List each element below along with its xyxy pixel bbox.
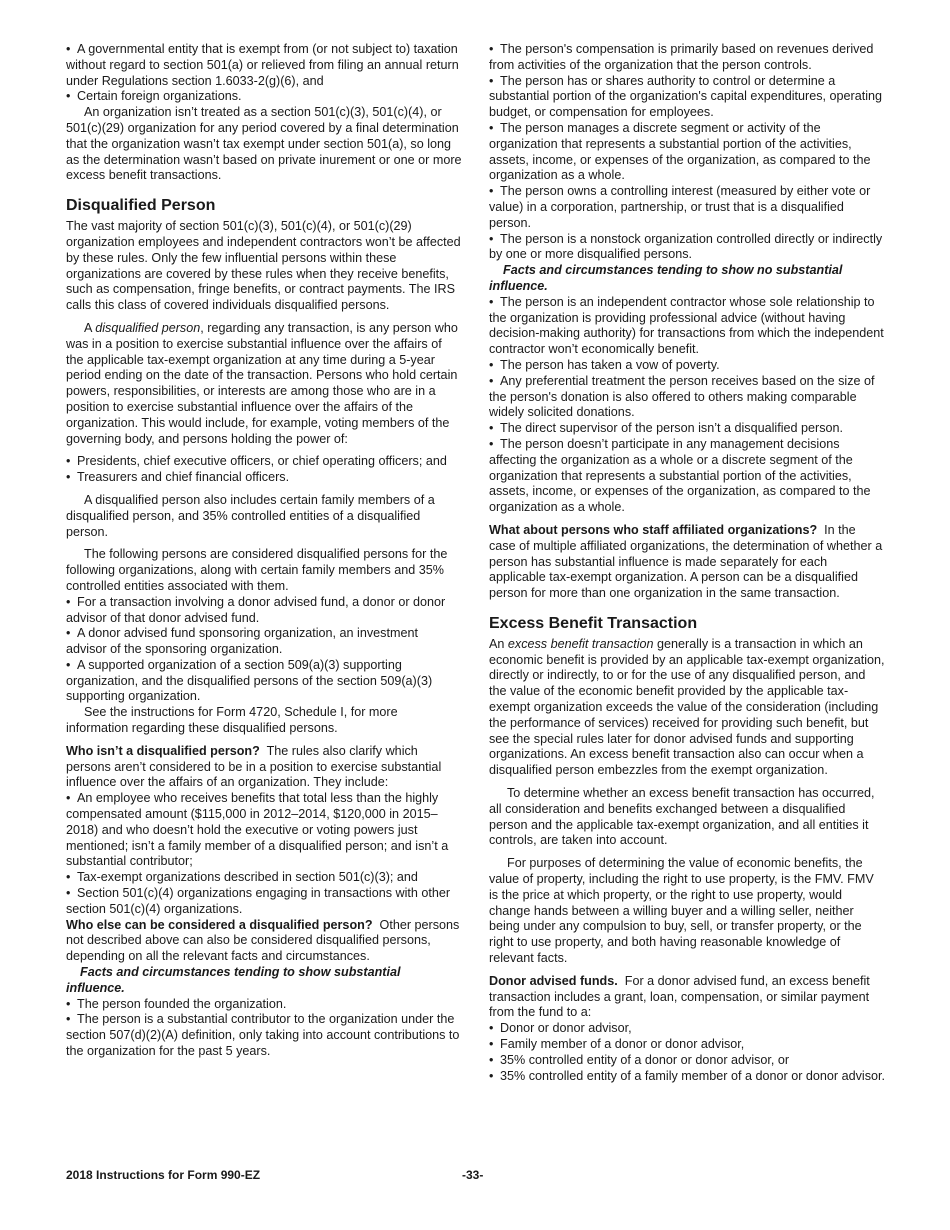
text: Other persons not described above can also be considered disqualified persons, depending on all the relevant facts and circumstances.	[66, 917, 460, 964]
text: A	[84, 320, 96, 335]
list-item: • Presidents, chief executive officers, or chief operating officers; and	[66, 454, 462, 470]
left-column	[66, 42, 462, 1060]
list-item: • 35% controlled entity of a family member of a donor or donor advisor.	[489, 1069, 885, 1085]
list-item: • Donor or donor advisor,	[489, 1021, 885, 1037]
run-in-heading: Who isn’t a disqualified person?	[66, 743, 260, 758]
list-item: • The person's compensation is primarily based on revenues derived from activities of the organization that the person controls.	[489, 42, 885, 74]
paragraph-affiliated	[489, 523, 885, 602]
list-item: • The person is an independent contractor whose sole relationship to the organization is providing professional advice (without having decision-making authority) for transactions from which the independent contractor won’t economically benefit.	[489, 295, 885, 358]
footer-form-title: 2018 Instructions for Form 990-EZ	[66, 1168, 261, 1182]
list-item: • Section 501(c)(4) organizations engaging in transactions with other section 501(c)(4) organizations.	[66, 886, 462, 918]
section-heading-disqualified-person: Disqualified Person	[66, 197, 216, 215]
list-item: • A supported organization of a section 509(a)(3) supporting organization, and the disqualified persons of the section 509(a)(3) supporting organization.	[66, 658, 462, 705]
list-item: • The person owns a controlling interest (measured by either vote or value) in a corporation, partnership, or trust that is a disqualified person.	[489, 184, 885, 231]
page-number: -33-	[462, 1168, 484, 1182]
list-item: • The person has or shares authority to control or determine a substantial portion of the organization's capital expenditures, operating budget, or compensation for employees.	[489, 74, 885, 121]
list-item: • A governmental entity that is exempt from (or not subject to) taxation without regard to section 501(a) or relieved from filing an annual return under Regulations section 1.6033-2(g)(6), and	[66, 42, 462, 89]
paragraph-who-else	[66, 918, 462, 965]
list-item: • For a transaction involving a donor advised fund, a donor or donor advisor of that donor advised fund.	[66, 595, 462, 627]
list-item: • Tax-exempt organizations described in section 501(c)(3); and	[66, 870, 462, 886]
list-item: • The person is a nonstock organization controlled directly or indirectly by one or more disqualified persons.	[489, 232, 885, 264]
text: An	[489, 636, 508, 651]
run-in-heading: Who else can be considered a disqualified person?	[66, 917, 373, 932]
paragraph-who-isnt	[66, 744, 462, 791]
list-item: • Certain foreign organizations.	[66, 89, 462, 105]
paragraph-donor-advised	[489, 974, 885, 1021]
list-item: • The person founded the organization.	[66, 997, 462, 1013]
list-item: • The direct supervisor of the person isn’t a disqualified person.	[489, 421, 885, 437]
list-item: • Any preferential treatment the person receives based on the size of the person's donation is also offered to others making comparable widely solicited donations.	[489, 374, 885, 421]
text: The rules also clarify which persons aren’t considered to be in a position to exercise substantial influence over the affairs of an organization. They include:	[66, 743, 442, 790]
paragraph: The vast majority of section 501(c)(3), 501(c)(4), or 501(c)(29) organization employees and independent contractors won’t be affected by these rules. Only the few influential persons within these organizations are covered by these rules when they receive benefits, such as compensation, fringe benefits, or contract payments. The IRS calls this class of covered individuals disqualified persons.	[66, 219, 461, 313]
list-item: • Treasurers and chief financial officers.	[66, 470, 462, 486]
paragraph: The following persons are considered disqualified persons for the following organizations, along with certain family members and 35% controlled entities associated with them.	[66, 547, 448, 593]
paragraph-ebt-definition	[489, 637, 885, 779]
list-item: • 35% controlled entity of a donor or donor advisor, or	[489, 1053, 885, 1069]
section-heading-excess-benefit: Excess Benefit Transaction	[489, 614, 698, 632]
subheading-no-substantial-influence: Facts and circumstances tending to show no substantial influence.	[489, 263, 843, 293]
list-item: • Family member of a donor or donor advisor,	[489, 1037, 885, 1053]
list-item: • The person is a substantial contributor to the organization under the section 507(d)(2)(A) definition, only taking into account contributions to the organization for the past 5 years.	[66, 1012, 462, 1059]
subheading-substantial-influence: Facts and circumstances tending to show substantial influence.	[66, 965, 401, 995]
list-item: • The person manages a discrete segment or activity of the organization that represents a substantial portion of the activities, assets, income, or expenses of the organization, as compared to the organization as a whole.	[489, 121, 885, 184]
text: For a donor advised fund, an excess benefit transaction includes a grant, loan, compensation, or similar payment from the fund to a:	[489, 973, 870, 1020]
paragraph: To determine whether an excess benefit transaction has occurred, all consideration and benefits exchanged between a disqualified person and the applicable tax-exempt organization, and all entities it controls, are taken into account.	[489, 786, 875, 848]
paragraph: A disqualified person also includes certain family members of a disqualified person, and 35% controlled entities of a disqualified person.	[66, 492, 435, 539]
paragraph: An organization isn’t treated as a section 501(c)(3), 501(c)(4), or 501(c)(29) organization for any period covered by a final determination that the organization wasn’t tax exempt under section 501(a), so long as the determination wasn’t based on private inurement or one or more excess benefit transactions.	[66, 105, 462, 183]
text: In the case of multiple affiliated organizations, the determination of whether a person has substantial influence is made separately for each applicable tax-exempt organization. A person can be a disqualified person for more than one organization in the same transaction.	[489, 522, 883, 601]
defined-term: excess benefit transaction	[507, 636, 654, 651]
paragraph: For purposes of determining the value of economic benefits, the value of property, including the right to use property, is the FMV. FMV is the price at which property, or the right to use property, would change hands between a willing buyer and a willing seller, neither being under any compulsion to buy, sell, or transfer property, or the right to use property, and both having reasonable knowledge of relevant facts.	[489, 856, 874, 966]
text: generally is a transaction in which an economic benefit is provided by an applicable tax-exempt organization, directly or indirectly, to or for the use of any disqualified person, and the value of the economic benefit provided by the applicable tax-exempt organization exceeds the value of the consideration (including the performance of services) received for providing such benefit, but see the special rules later for donor advised funds and supporting organizations. An excess benefit transaction also can occur when a disqualified person embezzles from the exempt organization.	[489, 636, 885, 778]
list-item: • The person doesn’t participate in any management decisions affecting the organization as a whole or a discrete segment of the organization that represents a substantial portion of the activities, assets, income, or expenses of the organization, as compared to the organization as a whole.	[489, 437, 885, 516]
defined-term: disqualified person	[95, 320, 201, 335]
paragraph-definition	[66, 321, 462, 447]
run-in-heading: Donor advised funds.	[489, 973, 618, 988]
run-in-heading: What about persons who staff affiliated organizations?	[489, 522, 818, 537]
list-item: • A donor advised fund sponsoring organization, an investment advisor of the sponsoring organization.	[66, 626, 462, 658]
list-item: • An employee who receives benefits that total less than the highly compensated amount ($115,000 in 2012–2014, $120,000 in 2015–2018) and who doesn’t hold the executive or voting powers just mentioned; isn’t a family member of a disqualified person; and isn’t a substantial contributor;	[66, 791, 462, 870]
paragraph: See the instructions for Form 4720, Schedule I, for more information regarding these disqualified persons.	[66, 705, 398, 736]
list-item: • The person has taken a vow of poverty.	[489, 358, 885, 374]
text: , regarding any transaction, is any person who was in a position to exercise substantial influence over the affairs of the applicable tax-exempt organization at any time during a 5-year period ending on the date of the transaction. Persons who hold certain powers, responsibilities, or interests are among those who are in a position to exercise substantial influence over the affairs of the organization. This would include, for example, voting members of the governing body, and persons holding the power of:	[66, 320, 458, 446]
right-column	[489, 42, 885, 1084]
